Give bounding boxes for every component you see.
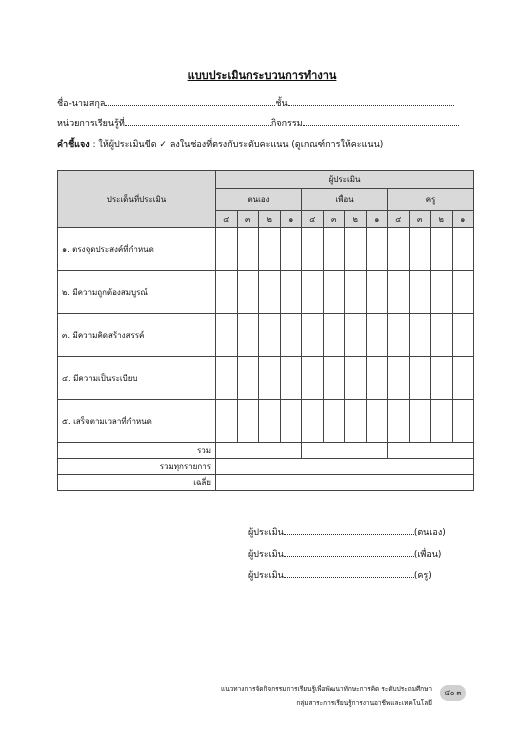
activity-label: กิจกรรม [270,119,303,129]
signature-role: (เพื่อน) [413,550,442,560]
form-title: แบบประเมินกระบวนการทำงาน [187,69,337,82]
unit-row [57,116,459,130]
signature-role: (ตนเอง) [413,528,446,538]
score-header: ๑ [280,211,302,228]
group-friend: เพื่อน [302,189,388,211]
criteria-item: ๓. มีความคิดสร้างสรรค์ [58,314,216,357]
signature-label: ผู้ประเมิน [248,550,284,560]
table-row [58,271,474,314]
score-header: ๒ [345,211,367,228]
activity-blank [303,116,459,126]
instruction-text: : ให้ผู้ประเมินขีด ✓ ลงในช่องที่ตรงกับระดับคะแนน (ดูเกณฑ์การให้คะแนน) [92,140,384,150]
criteria-item: ๔. มีความเป็นระเบียบ [58,357,216,400]
assessment-table [57,170,474,491]
criteria-item: ๕. เสร็จตามเวลาที่กำหนด [58,400,216,443]
score-header: ๓ [237,211,259,228]
score-header: ๓ [409,211,431,228]
table-row [58,314,474,357]
page-number: ๔๐ ๓ [440,685,466,701]
signature-label: ผู้ประเมิน [248,571,284,581]
signature-role: (ครู) [413,571,432,581]
score-header: ๒ [259,211,281,228]
unit-blank [125,116,271,126]
score-header: ๒ [431,211,453,228]
total-label: รวม [58,443,216,459]
average-row [58,475,474,491]
score-header: ๑ [366,211,388,228]
table-row [58,357,474,400]
score-header: ๔ [302,211,324,228]
score-header: ๔ [388,211,410,228]
instruction [57,137,383,151]
footer-line-2: กลุ่มสาระการเรียนรู้การงานอาชีพและเทคโนโลยี [296,699,432,707]
group-teacher: ครู [388,189,474,211]
criteria-item: ๒. มีความถูกต้องสมบูรณ์ [58,271,216,314]
total-row [58,443,474,459]
name-label: ชื่อ-นามสกุล [57,99,106,109]
criteria-item: ๑. ตรงจุดประสงค์ที่กำหนด [58,228,216,271]
score-header: ๓ [323,211,345,228]
group-self: ตนเอง [216,189,302,211]
class-blank [288,96,454,106]
signature-friend [248,547,441,561]
footer-line-1: แนวทางการจัดกิจกรรมการเรียนรู้เพื่อพัฒนาทักษะการคิด ระดับประถมศึกษา [221,685,432,693]
grand-total-row [58,459,474,475]
average-label: เฉลี่ย [58,475,216,491]
score-header: ๔ [216,211,238,228]
class-label: ชั้น [275,99,288,109]
instruction-heading: คำชี้แจง [57,140,90,150]
name-row [57,96,454,110]
criteria-header: ประเด็นที่ประเมิน [58,171,216,228]
table-row [58,400,474,443]
signature-self [248,525,446,539]
score-header: ๑ [452,211,474,228]
signature-teacher [248,568,432,582]
assessor-header: ผู้ประเมิน [216,171,474,189]
signature-label: ผู้ประเมิน [248,528,284,538]
unit-label: หน่วยการเรียนรู้ที่ [57,119,125,129]
grand-total-label: รวมทุกรายการ [58,459,216,475]
table-row [58,228,474,271]
name-blank [105,96,275,106]
